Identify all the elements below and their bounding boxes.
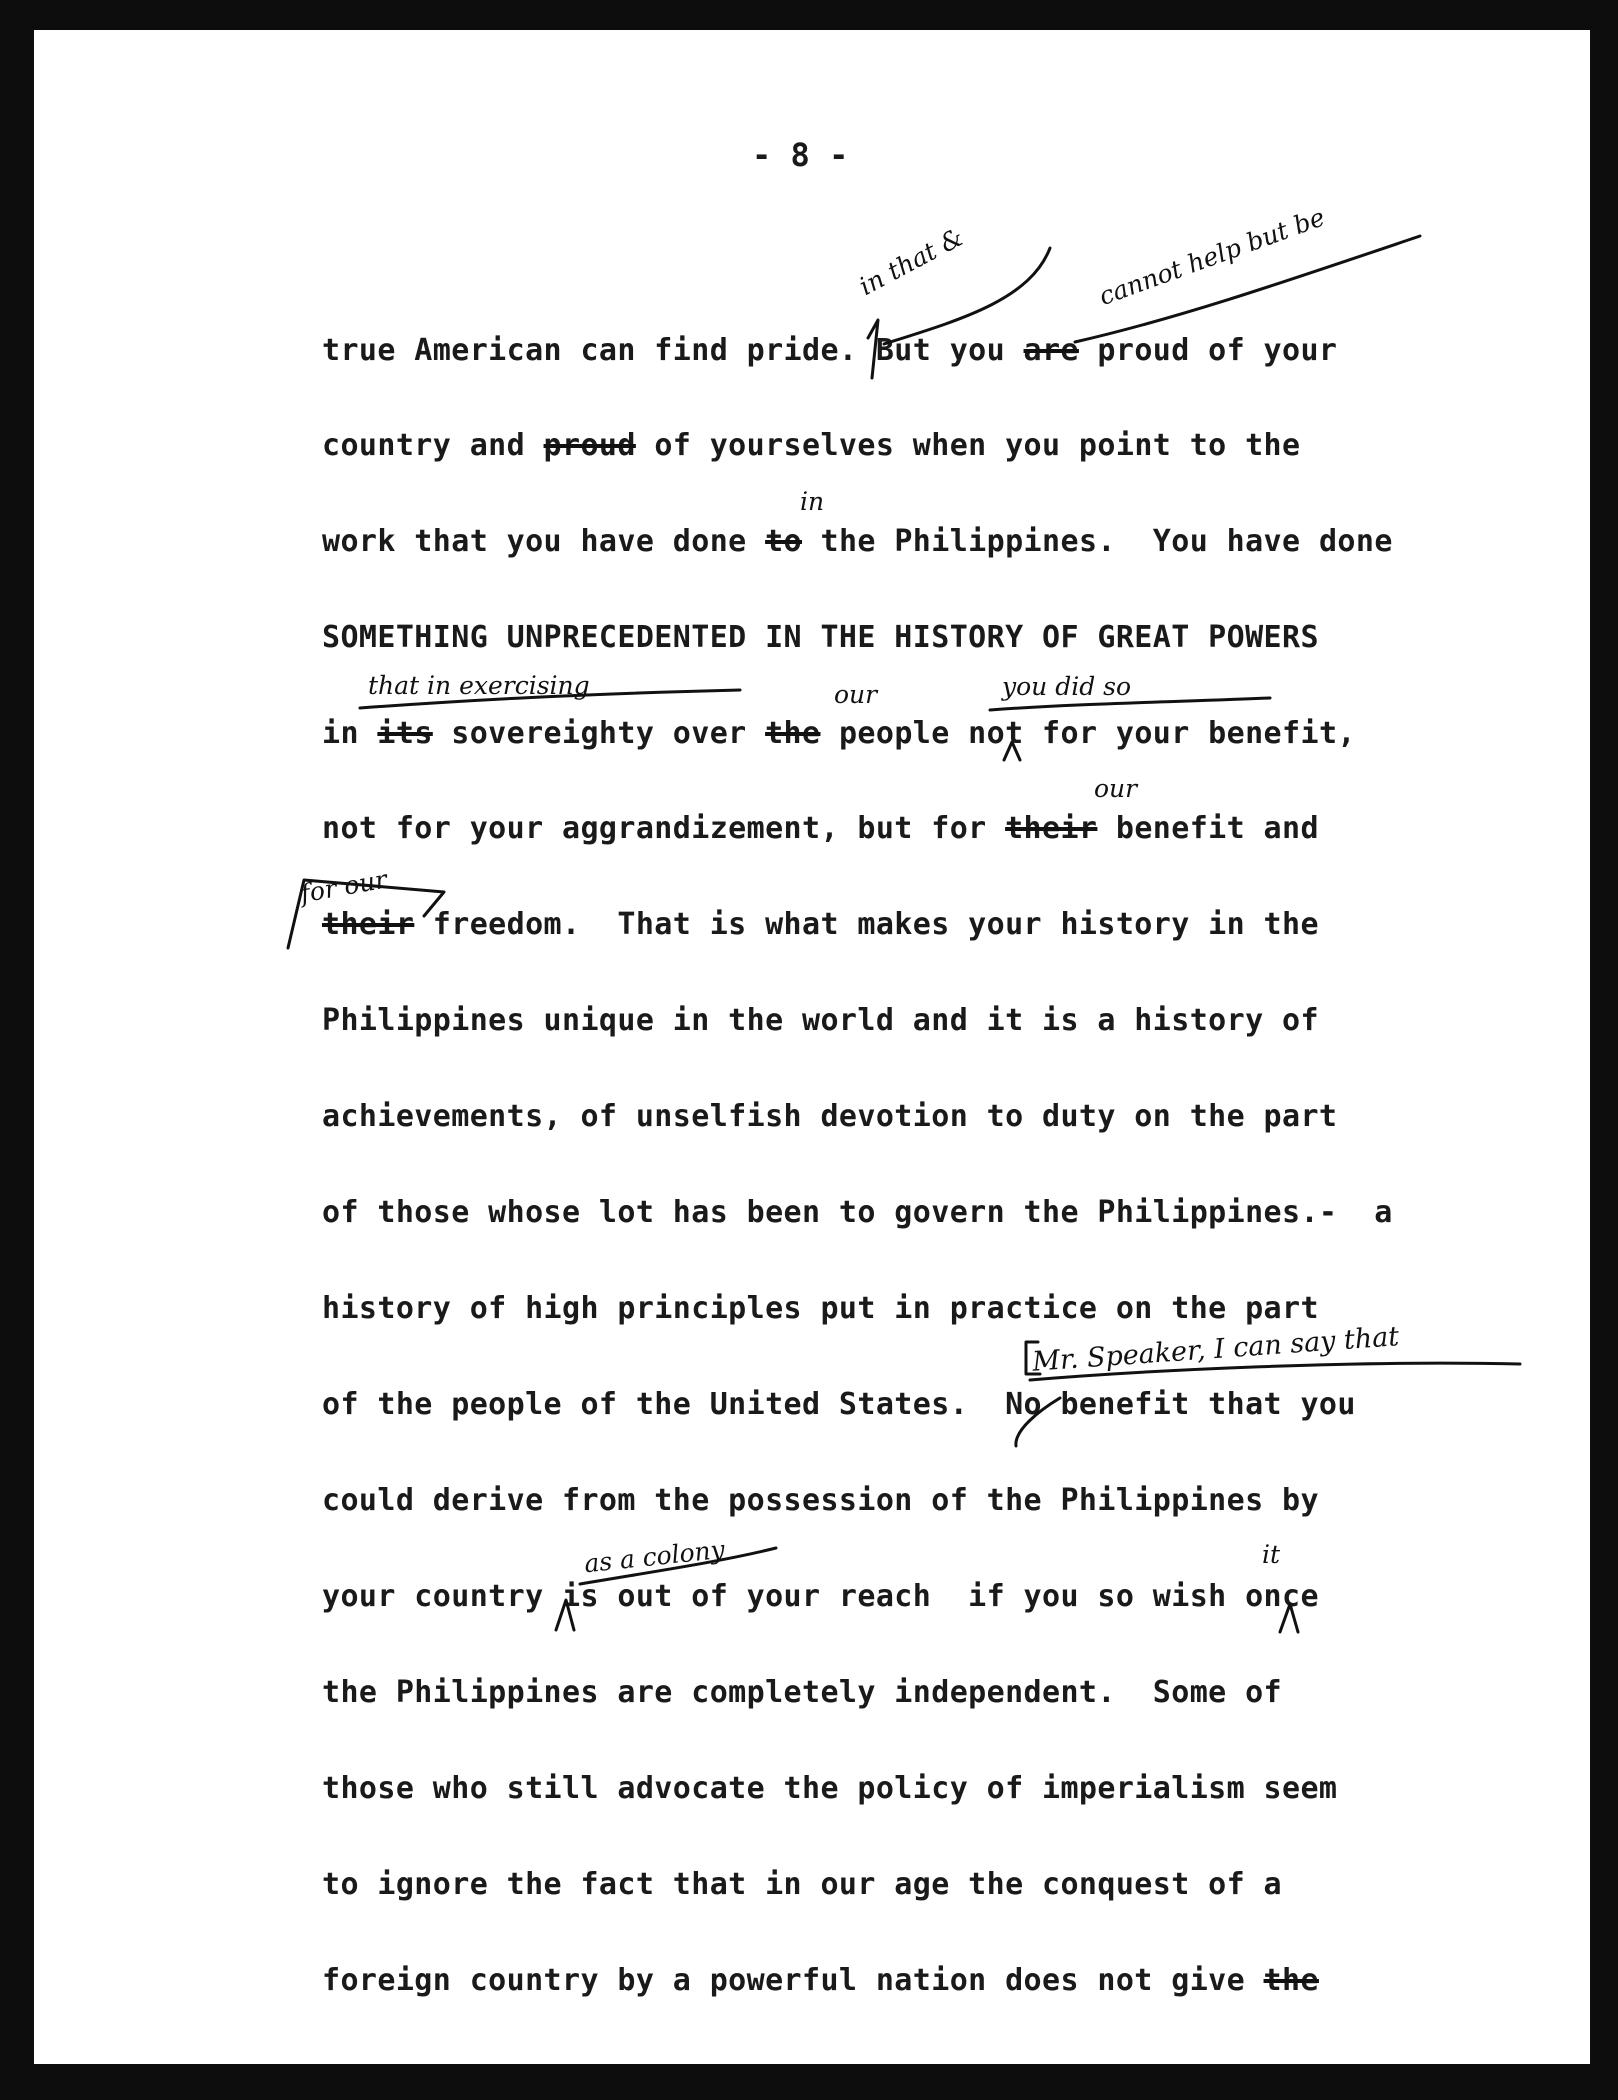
struck-word: the — [765, 716, 821, 751]
typed-line: of the people of the United States. No benefit that you — [322, 1387, 1356, 1422]
struck-word: proud — [543, 428, 636, 463]
struck-word: their — [1005, 811, 1098, 846]
typed-line: in its sovereighty over the people not for your benefit, — [322, 716, 1356, 751]
handwritten-annotation: in that & — [854, 222, 969, 301]
handwritten-annotation: for our — [298, 864, 390, 909]
typed-line: country and proud of yourselves when you point to the — [322, 428, 1301, 463]
typed-line: work that you have done to the Philippines. You have done — [322, 524, 1393, 559]
struck-word: are — [1023, 333, 1079, 368]
typed-line: history of high principles put in practice on the part — [322, 1291, 1319, 1326]
typed-line: the Philippines are completely independent. Some of — [322, 1675, 1282, 1710]
typed-line: their freedom. That is what makes your history in the — [322, 907, 1319, 942]
typed-line: true American can find pride. But you are proud of your — [322, 333, 1338, 368]
handwritten-annotation: in — [800, 487, 825, 516]
handwritten-annotation: as a colony — [582, 1534, 726, 1579]
handwritten-annotation: our — [1094, 774, 1138, 803]
typed-line: could derive from the possession of the Philippines by — [322, 1483, 1319, 1518]
typed-line: of those whose lot has been to govern the Philippines.- a — [322, 1195, 1393, 1230]
scan-border-top — [0, 0, 1618, 30]
scan-border-right — [1590, 0, 1618, 2100]
handwritten-annotation: you did so — [1002, 672, 1132, 701]
typed-line: achievements, of unselfish devotion to duty on the part — [322, 1099, 1338, 1134]
handwritten-annotation: our — [834, 680, 878, 709]
typed-line: Philippines unique in the world and it is a history of — [322, 1003, 1319, 1038]
typed-line: to ignore the fact that in our age the conquest of a — [322, 1867, 1282, 1902]
handwritten-annotation: it — [1262, 1540, 1281, 1569]
scan-border-left — [0, 0, 34, 2100]
scan-border-bottom — [0, 2064, 1618, 2100]
handwritten-annotation: cannot help but be — [1095, 202, 1329, 311]
handwritten-annotation: Mr. Speaker, I can say that — [1031, 1321, 1401, 1378]
page-number: - 8 - — [752, 136, 849, 174]
typed-line: your country is out of your reach if you so wish once — [322, 1579, 1319, 1614]
typed-line: SOMETHING UNPRECEDENTED IN THE HISTORY OF GREAT POWERS — [322, 620, 1319, 655]
typed-line: foreign country by a powerful nation does not give the — [322, 1963, 1319, 1998]
typed-line: those who still advocate the policy of imperialism seem — [322, 1771, 1338, 1806]
typed-line: not for your aggrandizement, but for their benefit and — [322, 811, 1319, 846]
handwritten-annotation: that in exercising — [368, 671, 590, 700]
struck-word: its — [377, 716, 433, 751]
struck-word: the — [1263, 1963, 1319, 1998]
struck-word: to — [765, 524, 803, 559]
struck-word: their — [322, 907, 415, 942]
